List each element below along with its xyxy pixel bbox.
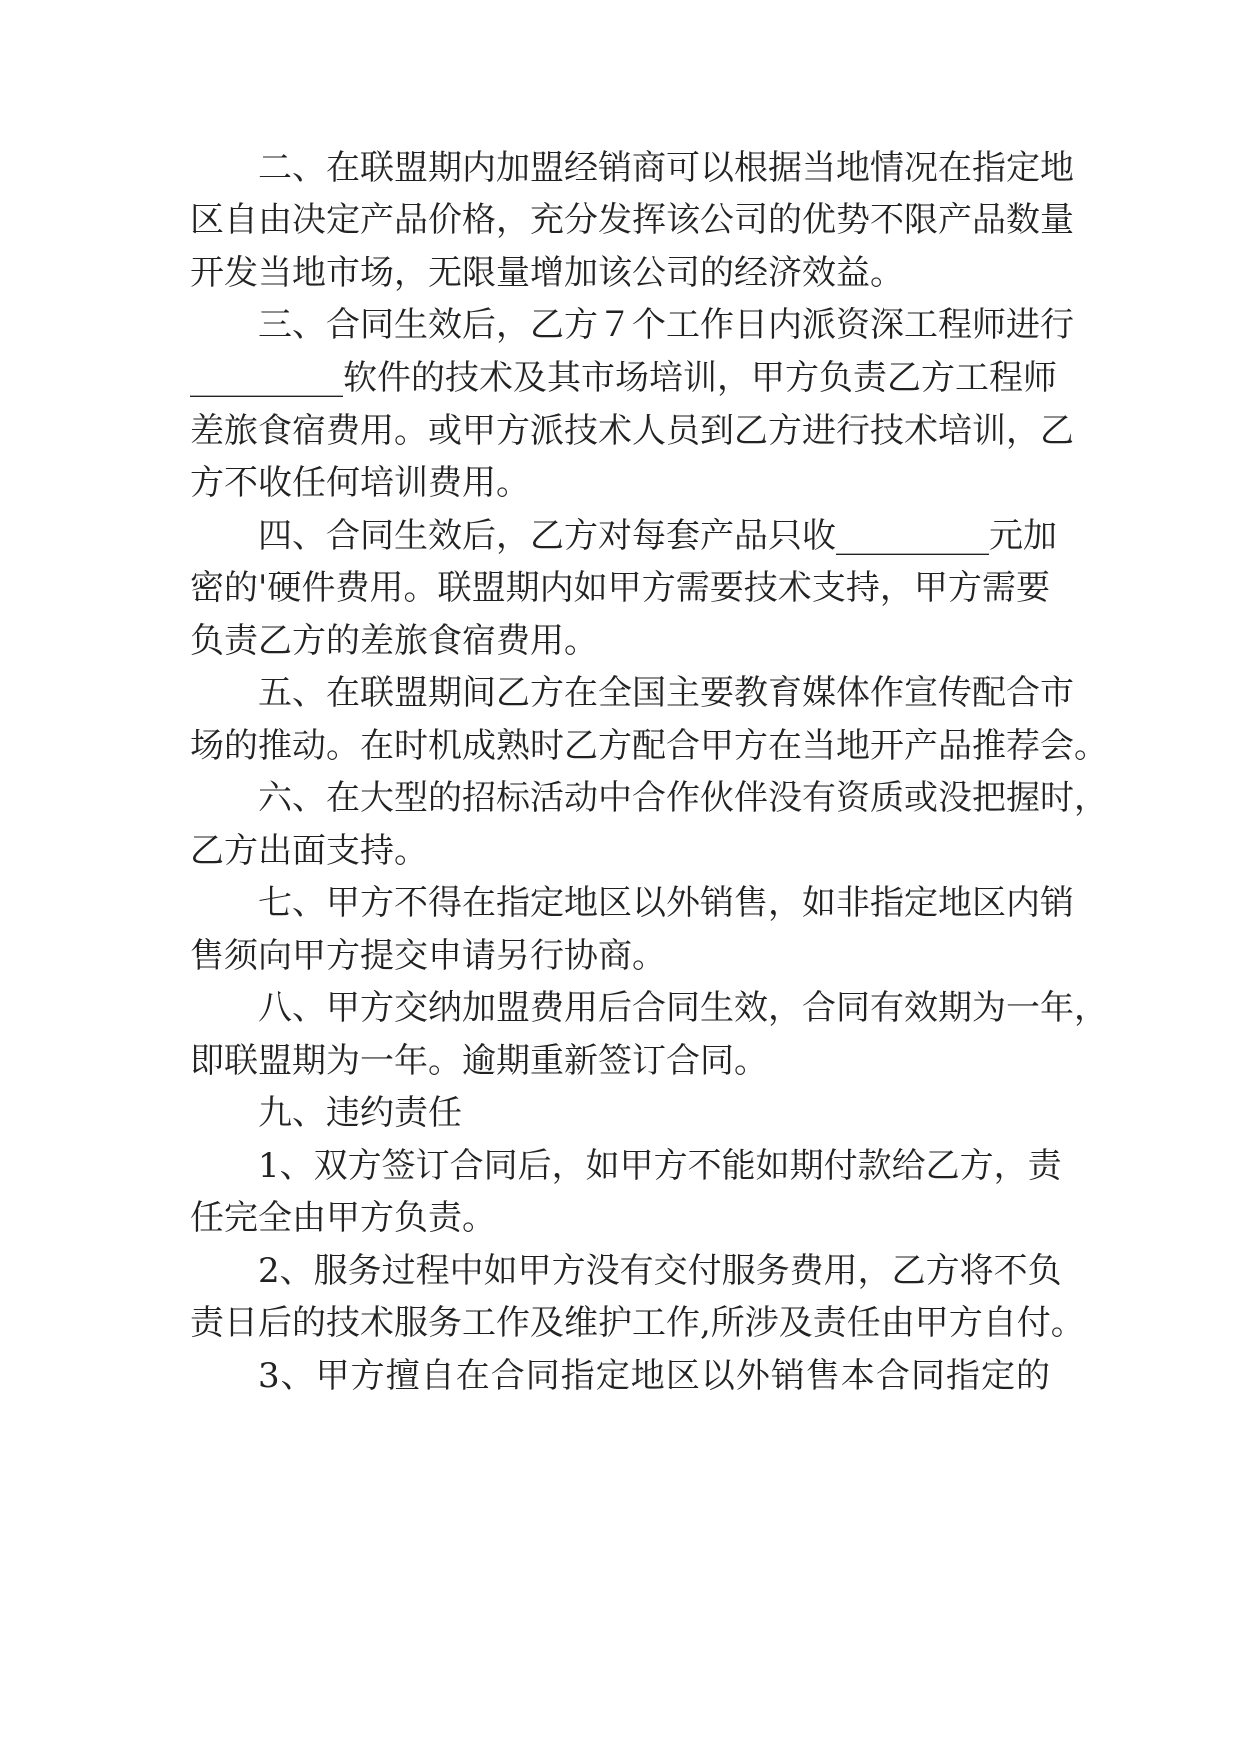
text-line: 四、合同生效后，乙方对每套产品只收_________元加	[258, 516, 1057, 556]
text-line: 开发当地市场，无限量增加该公司的经济效益。	[190, 253, 904, 293]
text-line: 密的'硬件费用。联盟期内如甲方需要技术支持，甲方需要	[190, 568, 1050, 608]
text-line: 区自由决定产品价格，充分发挥该公司的优势不限产品数量	[190, 200, 1074, 240]
text-line: 售须向甲方提交申请另行协商。	[190, 936, 666, 976]
text-line: 二、在联盟期内加盟经销商可以根据当地情况在指定地	[258, 148, 1074, 188]
text-line: 六、在大型的招标活动中合作伙伴没有资质或没把握时，	[258, 778, 1108, 818]
text-line: 乙方出面支持。	[190, 831, 428, 871]
text-line: 场的推动。在时机成熟时乙方配合甲方在当地开产品推荐会。	[190, 726, 1108, 766]
text-line: 3、甲方擅自在合同指定地区以外销售本合同指定的	[258, 1356, 1050, 1396]
text-line: 方不收任何培训费用。	[190, 463, 530, 503]
text-line: 差旅食宿费用。或甲方派技术人员到乙方进行技术培训，乙	[190, 411, 1074, 451]
text-line: 五、在联盟期间乙方在全国主要教育媒体作宣传配合市	[258, 673, 1074, 713]
text-line: _________软件的技术及其市场培训，甲方负责乙方工程师	[190, 358, 1057, 398]
text-line: 三、合同生效后，乙方７个工作日内派资深工程师进行	[258, 305, 1074, 345]
text-line: 责日后的技术服务工作及维护工作,所涉及责任由甲方自付。	[190, 1303, 1085, 1343]
text-line: 即联盟期为一年。逾期重新签订合同。	[190, 1041, 768, 1081]
text-line: 任完全由甲方负责。	[190, 1198, 496, 1238]
text-line: 1、双方签订合同后，如甲方不能如期付款给乙方，责	[258, 1146, 1062, 1186]
text-line: 七、甲方不得在指定地区以外销售，如非指定地区内销	[258, 883, 1074, 923]
text-line: 八、甲方交纳加盟费用后合同生效，合同有效期为一年，	[258, 988, 1108, 1028]
text-line: 负责乙方的差旅食宿费用。	[190, 621, 598, 661]
text-line: 2、服务过程中如甲方没有交付服务费用，乙方将不负	[258, 1251, 1062, 1291]
section-heading: 九、违约责任	[258, 1093, 462, 1133]
